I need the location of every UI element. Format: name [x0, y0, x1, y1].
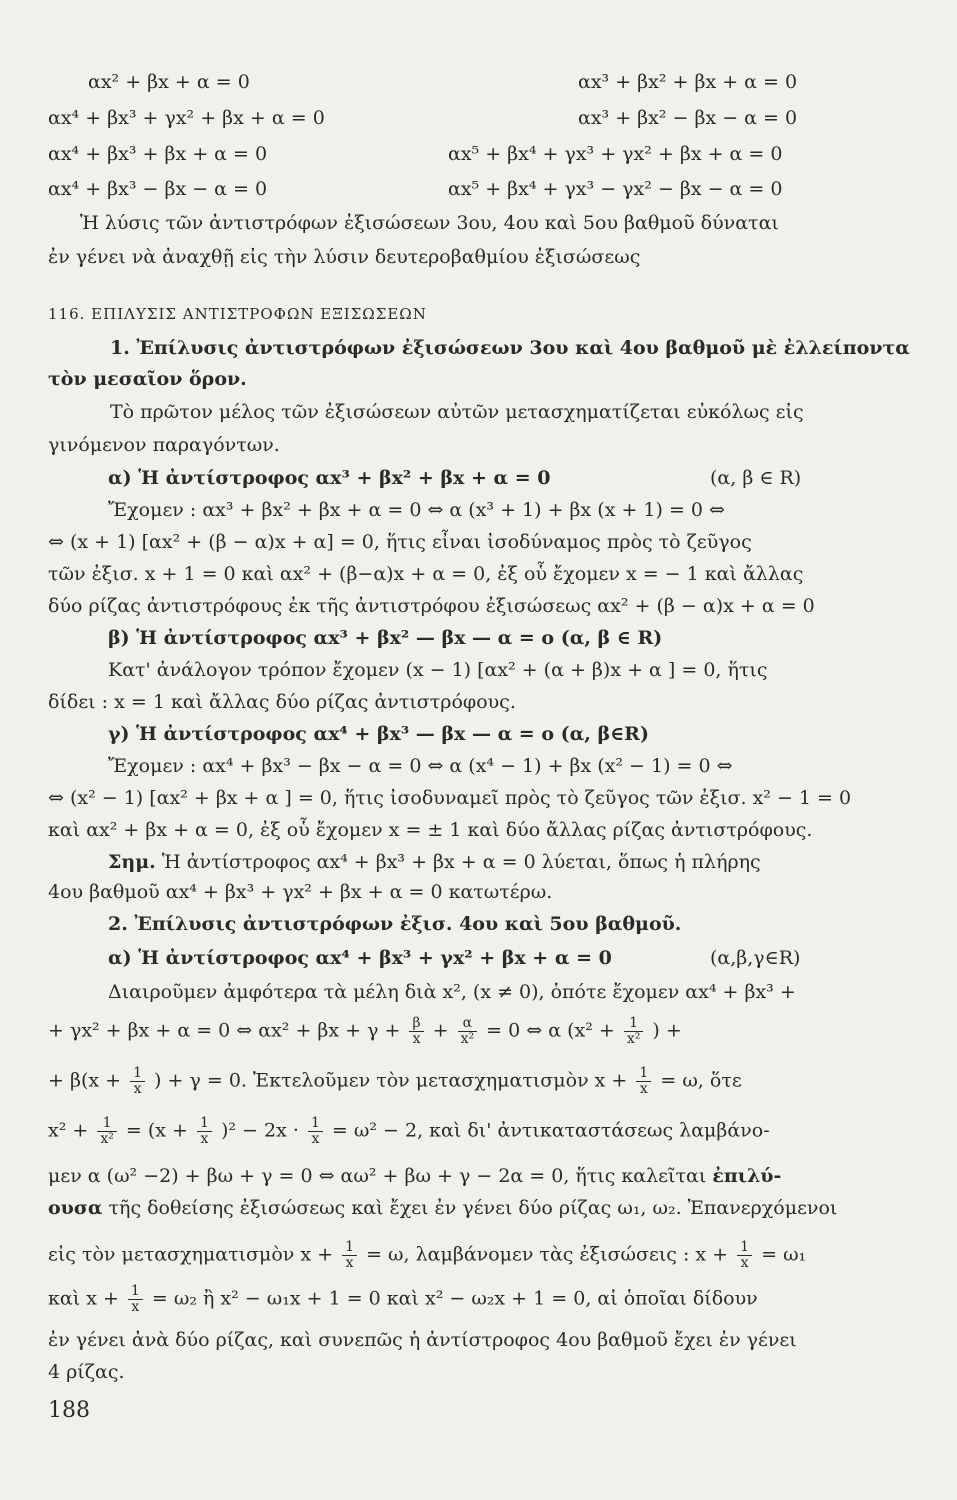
pg-line-1: Ἔχομεν : αx⁴ + βx³ − βx − α = 0 ⇔ α (x⁴ − 1) + βx (x² − 1) = 0 ⇔ — [108, 755, 733, 777]
p1-heading-2: τὸν μεσαῖον ὅρον. — [48, 368, 247, 390]
frac-num: 1 — [624, 1016, 644, 1032]
frac-den: x — [639, 1081, 648, 1097]
frac-num: 1 — [342, 1240, 357, 1256]
note-line-1 — [108, 850, 761, 874]
fraction-one-over-x2 — [624, 1016, 644, 1047]
fraction-one-over-x — [130, 1066, 145, 1097]
top-eq-left-4: αx⁴ + βx³ − βx − α = 0 — [48, 178, 268, 200]
p2-line-3-c: = ω, ὅτε — [660, 1069, 742, 1092]
p2-line-3 — [48, 1066, 742, 1097]
p2-line-2-a: + γx² + βx + α = 0 ⇔ αx² + βx + γ + — [48, 1019, 401, 1042]
p2-line-1: Διαιροῦμεν ἀμφότερα τὰ μέλη διὰ x², (x ≠ 0), ὁπότε ἔχομεν αx⁴ + βx³ + — [108, 981, 796, 1003]
p2-line-4-d: = ω² − 2, καὶ δι' ἀντικαταστάσεως λαμβάνο- — [331, 1119, 770, 1142]
p2-line-5-bold: ἐπιλύ- — [712, 1165, 782, 1187]
frac-den: x — [412, 1031, 421, 1047]
p2-line-7 — [48, 1240, 806, 1271]
fraction-one-over-x — [636, 1066, 651, 1097]
top-eq-right-3: αx⁵ + βx⁴ + γx³ + γx² + βx + α = 0 — [448, 143, 783, 165]
top-eq-right-4: αx⁵ + βx⁴ + γx³ − γx² − βx − α = 0 — [448, 178, 783, 200]
p2-line-5-text: μεν α (ω² −2) + βω + γ = 0 ⇔ αω² + βω + γ − 2α = 0, ἥτις καλεῖται — [48, 1165, 707, 1187]
p1-text-1: Τὸ πρῶτον μέλος τῶν ἐξισώσεων αὐτῶν μετασχηματίζεται εὐκόλως εἰς — [110, 401, 804, 423]
frac-den: x — [740, 1255, 749, 1271]
p2-subcondition: (α,β,γ∈R) — [710, 947, 801, 969]
p2-line-2-b: + — [432, 1019, 449, 1042]
frac-num: 1 — [308, 1116, 323, 1132]
fraction-one-over-x — [342, 1240, 357, 1271]
top-eq-left-3: αx⁴ + βx³ + βx + α = 0 — [48, 143, 268, 165]
p2-line-8 — [48, 1284, 758, 1315]
p2-line-9: ἐν γένει ἀνὰ δύο ρίζας, καὶ συνεπῶς ἡ ἀντίστροφος 4ου βαθμοῦ ἔχει ἐν γένει — [48, 1329, 797, 1351]
frac-den: x² — [100, 1131, 114, 1147]
page-number: 188 — [48, 1398, 90, 1423]
fraction-one-over-x2 — [97, 1116, 117, 1147]
pa-line-3: τῶν ἐξισ. x + 1 = 0 καὶ αx² + (β−α)x + α = 0, ἐξ οὗ ἔχομεν x = − 1 καὶ ἄλλας — [48, 563, 804, 585]
p2-line-6-bold: ουσα — [48, 1197, 103, 1219]
frac-den: x² — [626, 1031, 641, 1047]
frac-den: x — [311, 1131, 320, 1147]
p2-line-2 — [48, 1016, 682, 1047]
frac-den: x — [200, 1131, 209, 1147]
pa-line-4: δύο ρίζας ἀντιστρόφους ἐκ τῆς ἀντιστρόφου ἐξισώσεως αx² + (β − α)x + α = 0 — [48, 595, 815, 617]
pg-title: γ) Ἡ ἀντίστροφος αx⁴ + βx³ — βx — α = ο (α, β∈R) — [108, 723, 649, 745]
pg-line-3: καὶ αx² + βx + α = 0, ἐξ οὗ ἔχομεν x = ± 1 καὶ δύο ἄλλας ρίζας ἀντιστρόφους. — [48, 819, 813, 841]
fraction-a-over-x2 — [458, 1016, 478, 1047]
frac-den: x — [345, 1255, 354, 1271]
fraction-one-over-x — [197, 1116, 212, 1147]
fraction-one-over-x — [737, 1240, 752, 1271]
p2-line-4 — [48, 1116, 770, 1147]
pb-line-2: δίδει : x = 1 καὶ ἄλλας δύο ρίζας ἀντιστρόφους. — [48, 691, 516, 713]
pa-title: α) Ἡ ἀντίστροφος αx³ + βx² + βx + α = 0 — [108, 467, 551, 489]
frac-num: 1 — [130, 1066, 145, 1082]
frac-den: x — [131, 1299, 140, 1315]
frac-num: 1 — [197, 1116, 212, 1132]
pb-title: β) Ἡ ἀντίστροφος αx³ + βx² — βx — α = ο (α, β ∈ R) — [108, 627, 663, 649]
note-line-2: 4ου βαθμοῦ αx⁴ + βx³ + γx² + βx + α = 0 κατωτέρω. — [48, 881, 553, 903]
pb-line-1: Κατ' ἀνάλογον τρόπον ἔχομεν (x − 1) [αx² + (α + β)x + α ] = 0, ἥτις — [108, 659, 768, 681]
p2-line-5 — [48, 1164, 781, 1188]
p2-line-7-b: = ω, λαμβάνομεν τὰς ἐξισώσεις : x + — [366, 1243, 729, 1266]
p2-line-4-c: )² − 2x · — [220, 1119, 299, 1142]
p2-line-10: 4 ρίζας. — [48, 1361, 125, 1383]
fraction-one-over-x — [308, 1116, 323, 1147]
p1-heading-1: 1. Ἐπίλυσις ἀντιστρόφων ἐξισώσεων 3ου καὶ 4ου βαθμοῦ μὲ ἐλλείποντα — [110, 337, 910, 359]
p1-text-2: γινόμενον παραγόντων. — [48, 434, 280, 456]
top-eq-left-2: αx⁴ + βx³ + γx² + βx + α = 0 — [48, 107, 325, 129]
note-label: Σημ. — [108, 851, 156, 873]
p2-line-2-c: = 0 ⇔ α (x² + — [486, 1019, 615, 1042]
section-title: 116. ΕΠΙΛΥΣΙΣ ΑΝΤΙΣΤΡΟΦΩΝ ΕΞΙΣΩΣΕΩΝ — [48, 305, 427, 323]
p2-line-8-a: καὶ x + — [48, 1287, 119, 1310]
frac-num: 1 — [128, 1284, 143, 1300]
frac-num: 1 — [97, 1116, 117, 1132]
frac-num: β — [409, 1016, 423, 1032]
p2-line-4-a: x² + — [48, 1119, 89, 1142]
pa-line-2: ⇔ (x + 1) [αx² + (β − α)x + α] = 0, ἥτις εἶναι ἰσοδύναμος πρὸς τὸ ζεῦγος — [48, 531, 752, 553]
top-eq-right-1: αx³ + βx² + βx + α = 0 — [578, 71, 798, 93]
p2-line-4-b: = (x + — [125, 1119, 188, 1142]
p2-line-3-b: ) + γ = 0. Ἐκτελοῦμεν τὸν μετασχηματισμὸν x + — [154, 1069, 628, 1092]
intro-line-1: Ἡ λύσις τῶν ἀντιστρόφων ἐξισώσεων 3ου, 4ου καὶ 5ου βαθμοῦ δύναται — [80, 212, 779, 234]
p2-line-6 — [48, 1196, 837, 1220]
p2-heading: 2. Ἐπίλυσις ἀντιστρόφων ἐξισ. 4ου καὶ 5ου βαθμοῦ. — [108, 913, 682, 935]
frac-num: 1 — [737, 1240, 752, 1256]
top-eq-left-1: αx² + βx + α = 0 — [88, 71, 250, 93]
p2-subtitle: α) Ἡ ἀντίστροφος αx⁴ + βx³ + γx² + βx + α = 0 — [108, 947, 612, 969]
p2-line-2-d: ) + — [652, 1019, 682, 1042]
pg-line-2: ⇔ (x² − 1) [αx² + βx + α ] = 0, ἥτις ἰσοδυναμεῖ πρὸς τὸ ζεῦγος τῶν ἐξισ. x² − 1 = 0 — [48, 787, 852, 809]
frac-den: x² — [460, 1031, 475, 1047]
frac-num: 1 — [636, 1066, 651, 1082]
note-text-1: Ἡ ἀντίστροφος αx⁴ + βx³ + βx + α = 0 λύεται, ὅπως ἡ πλήρης — [161, 851, 761, 873]
p2-line-7-c: = ω₁ — [761, 1243, 807, 1266]
frac-num: α — [458, 1016, 478, 1032]
p2-line-6-text: τῆς δοθείσης ἐξισώσεως καὶ ἔχει ἐν γένει δύο ρίζας ω₁, ω₂. Ἐπανερχόμενοι — [108, 1197, 838, 1219]
top-eq-right-2: αx³ + βx² − βx − α = 0 — [578, 107, 798, 129]
pa-line-1: Ἔχομεν : αx³ + βx² + βx + α = 0 ⇔ α (x³ + 1) + βx (x + 1) = 0 ⇔ — [108, 499, 725, 521]
p2-line-3-a: + β(x + — [48, 1069, 122, 1092]
p2-line-7-a: εἰς τὸν μετασχηματισμὸν x + — [48, 1243, 334, 1266]
intro-line-2: ἐν γένει νὰ ἀναχθῇ εἰς τὴν λύσιν δευτεροβαθμίου ἐξισώσεως — [48, 246, 641, 268]
pa-condition: (α, β ∈ R) — [710, 467, 802, 489]
fraction-b-over-x — [409, 1016, 423, 1047]
fraction-one-over-x — [128, 1284, 143, 1315]
p2-line-8-b: = ω₂ ἢ x² − ω₁x + 1 = 0 καὶ x² − ω₂x + 1 = 0, αἱ ὁποῖαι δίδουν — [151, 1287, 758, 1310]
frac-den: x — [133, 1081, 142, 1097]
